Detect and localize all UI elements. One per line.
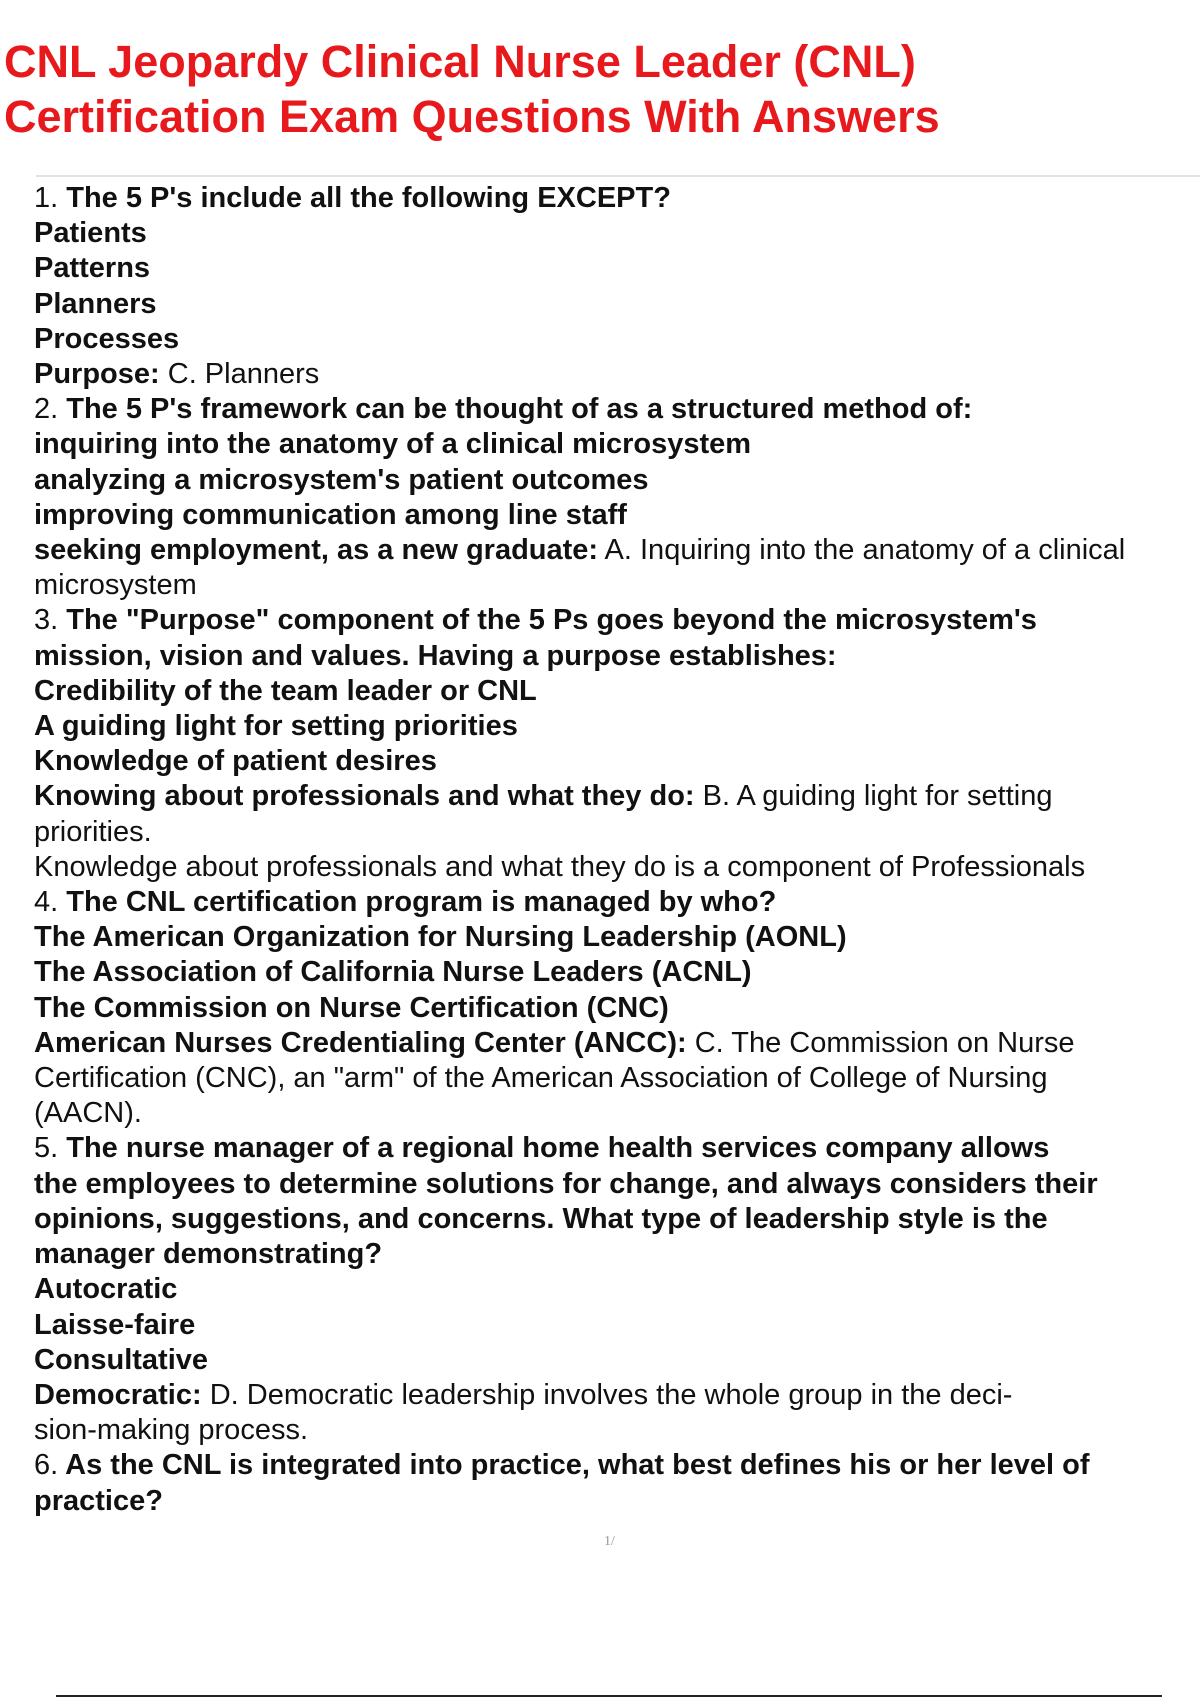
- question-number: 6.: [34, 1449, 59, 1482]
- question-3: [34, 603, 1196, 638]
- answer-text: (AACN).: [34, 1097, 142, 1130]
- question-1: [34, 181, 1196, 216]
- answer-text: C. Planners: [167, 358, 320, 391]
- option: Knowledge of patient desires: [34, 745, 437, 778]
- option: Planners: [34, 287, 157, 320]
- option: American Nurses Credentialing Center (ANCC):: [34, 1026, 687, 1059]
- answer-text: D. Democratic leadership involves the whole group in the deci-: [209, 1378, 1013, 1411]
- question-text: As the CNL is integrated into practice, what best defines his or her level of: [65, 1449, 1090, 1482]
- question-text: The 5 P's include all the following EXCEPT?: [66, 182, 671, 214]
- question-text: opinions, suggestions, and concerns. What type of leadership style is the: [34, 1202, 1048, 1235]
- page-number: 1/: [604, 1534, 615, 1549]
- bottom-rule: [56, 1695, 1162, 1697]
- question-number: 3.: [34, 604, 59, 637]
- option: The American Organization for Nursing Leadership (AONL): [34, 921, 847, 954]
- option-with-answer: [34, 1026, 1196, 1061]
- question-list: [34, 181, 1196, 1519]
- option: seeking employment, as a new graduate:: [34, 534, 599, 567]
- option: Credibility of the team leader or CNL: [34, 674, 537, 707]
- document-title: [4, 34, 1194, 144]
- option: Patients: [34, 217, 147, 250]
- answer-text: B. A guiding light for setting: [702, 780, 1053, 813]
- option: inquiring into the anatomy of a clinical microsystem: [34, 428, 752, 461]
- answer-text: Certification (CNC), an "arm" of the American Association of College of Nursing: [34, 1062, 1048, 1095]
- option: A guiding light for setting priorities: [34, 710, 518, 743]
- answer-text: sion-making process.: [34, 1414, 308, 1447]
- question-text: The CNL certification program is managed by who?: [66, 886, 777, 919]
- title-line-2: Certification Exam Questions With Answers: [4, 91, 940, 142]
- question-number: 5.: [34, 1132, 59, 1165]
- answer-text: A. Inquiring into the anatomy of a clinical: [604, 534, 1126, 567]
- question-5: [34, 1131, 1196, 1166]
- option: Purpose:: [34, 358, 160, 391]
- question-number: 4.: [34, 886, 59, 919]
- question-number: 2.: [34, 393, 59, 426]
- question-text: practice?: [34, 1484, 163, 1517]
- title-divider: [36, 175, 1200, 177]
- answer-text: priorities.: [34, 815, 152, 848]
- option: Autocratic: [34, 1273, 178, 1306]
- option-with-answer: [34, 533, 1196, 568]
- question-4: [34, 885, 1196, 920]
- option: Processes: [34, 322, 180, 355]
- option: Democratic:: [34, 1378, 202, 1411]
- option-with-answer: [34, 1378, 1196, 1413]
- question-text: the employees to determine solutions for change, and always considers their: [34, 1167, 1098, 1200]
- option: improving communication among line staff: [34, 498, 627, 531]
- question-2: [34, 392, 1196, 427]
- answer-text: Knowledge about professionals and what they do is a component of Professionals: [34, 850, 1086, 883]
- option: Knowing about professionals and what they do:: [34, 780, 695, 813]
- question-text: The "Purpose" component of the 5 Ps goes beyond the microsystem's: [66, 604, 1037, 637]
- question-text: The nurse manager of a regional home health services company allows: [66, 1132, 1050, 1165]
- option: analyzing a microsystem's patient outcomes: [34, 463, 649, 496]
- option-with-answer: [34, 357, 1196, 392]
- question-text: The 5 P's framework can be thought of as a structured method of:: [66, 393, 973, 426]
- option: The Association of California Nurse Leaders (ACNL): [34, 956, 752, 989]
- title-line-1: CNL Jeopardy Clinical Nurse Leader (CNL): [4, 36, 916, 87]
- option-with-answer: [34, 779, 1196, 814]
- option: Consultative: [34, 1343, 209, 1376]
- option: Laisse-faire: [34, 1308, 196, 1341]
- option: Patterns: [34, 252, 151, 285]
- question-6: [34, 1448, 1196, 1483]
- question-text: manager demonstrating?: [34, 1238, 383, 1271]
- answer-text: C. The Commission on Nurse: [694, 1026, 1075, 1059]
- answer-text: microsystem: [34, 569, 197, 602]
- option: The Commission on Nurse Certification (CNC): [34, 991, 669, 1024]
- question-text: mission, vision and values. Having a purpose establishes:: [34, 639, 837, 672]
- question-number: 1.: [34, 182, 59, 214]
